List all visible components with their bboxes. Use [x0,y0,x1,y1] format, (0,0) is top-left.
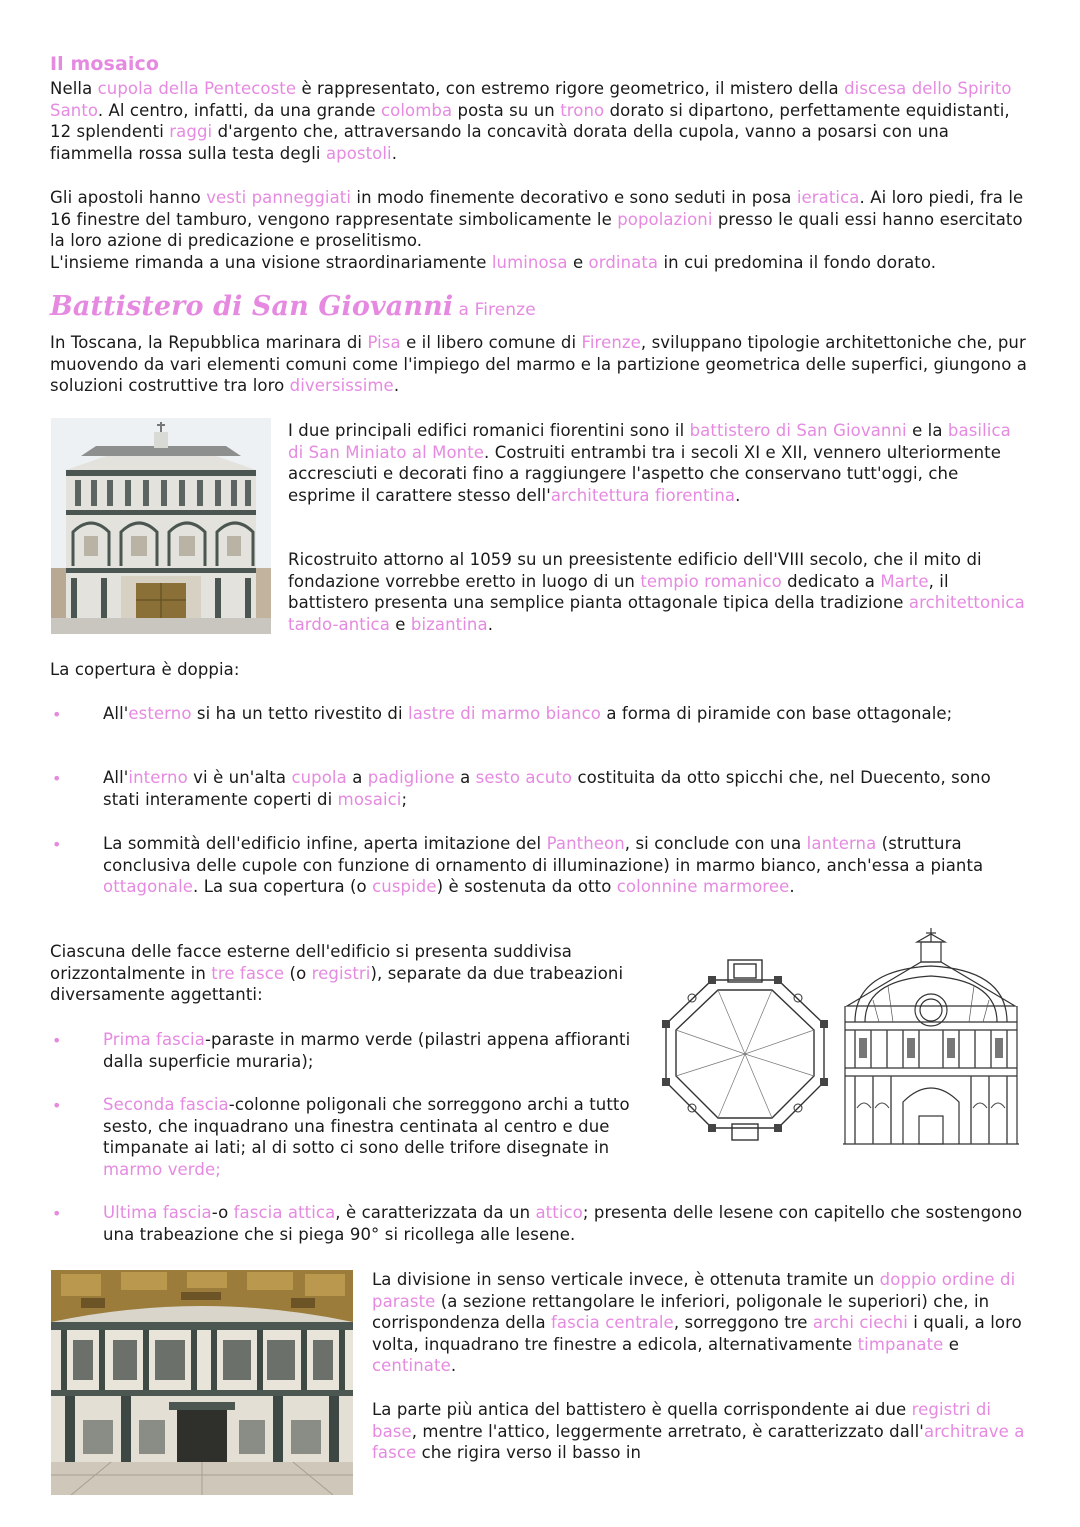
text-run: In Toscana, la Repubblica marinara di [50,333,368,352]
highlight-term: timpanate [857,1334,944,1354]
highlight-term: architettura fiorentina [550,485,736,505]
text-run: . [391,143,398,163]
facce-intro [50,941,630,1006]
text-run: d'argento che, attraversando la concavità dorata della cupola, vanno a posarsi con una fiammella rossa sulla testa degli [50,122,949,163]
copertura-item-esterno [103,703,1023,725]
bullet-marker: • [52,835,62,854]
highlight-term: architrave a fasce [372,1421,1025,1462]
highlight-term: doppio ordine di paraste [372,1270,1016,1311]
bullet-marker: • [52,769,62,788]
text-run: ; presenta delle lesene con capitello che sostengono una trabeazione che si piega 90° si ricollega alle lesene. [103,1203,1023,1244]
fascia-item-seconda [103,1094,633,1180]
highlight-term: esterno [128,704,192,723]
highlight-term: diversissime [289,376,394,395]
text-run: Nella [50,79,98,98]
text-run: , è caratterizzata da un [335,1203,536,1222]
text-run: La parte più antica del battistero è quella corrispondente ai due [372,1400,912,1419]
highlight-term: vesti panneggiati [206,188,352,207]
text-run: a [346,768,368,787]
highlight-term: colonnine marmoree [616,877,790,896]
text-run: i quali, a loro volta, inquadrano tre finestre a edicola, alternativamente [372,1313,1022,1354]
battistero-section-drawing [843,926,1019,1148]
bullet-marker: • [52,1096,62,1115]
battistero-interior-photo [51,1270,353,1495]
highlight-term: basilica di San Miniato al Monte [288,421,1011,462]
battistero-paragraph-edifici [288,420,1028,506]
highlight-term: ieratica [796,188,860,207]
highlight-term: padiglione [367,768,455,787]
highlight-term: marmo verde; [103,1159,221,1179]
text-run: . [487,614,494,634]
text-run: in cui predomina il fondo dorato. [658,253,937,272]
text-run: e la [906,421,948,440]
fascia-item-prima [103,1029,633,1072]
battistero-intro [50,332,1030,397]
highlight-term: mosaici [337,789,402,809]
highlight-term: Pantheon [546,834,625,853]
text-run: , sorreggono tre [673,1313,813,1332]
highlight-term: ottagonale [103,877,194,896]
highlight-term: trono [560,100,605,120]
highlight-term: tre fasce [211,963,285,983]
text-run: a forma di piramide con base ottagonale; [601,704,953,723]
text-run: che rigira verso il basso in [416,1443,642,1462]
text-run: L'insieme rimanda a una visione straordinariamente [50,253,492,272]
highlight-term: bizantina [410,614,488,634]
text-run: costituita da otto spicchi che, nel Duecento, sono stati interamente coperti di [103,768,991,809]
text-run: e [389,614,411,634]
highlight-term: colomba [380,100,453,120]
text-run: ; [401,789,408,809]
text-run: e [567,253,589,272]
text-run: . [450,1356,457,1375]
battistero-plan-drawing [652,958,838,1146]
text-run: -o [211,1203,234,1222]
highlight-term: fascia centrale [551,1313,674,1332]
text-run: e [943,1334,960,1354]
highlight-term: lastre di marmo bianco [408,704,601,723]
battistero-paragraph-antica [372,1399,1032,1464]
mosaico-paragraph-1 [50,78,1030,164]
highlight-term: luminosa [491,253,568,272]
highlight-term: sesto acuto [475,768,573,787]
highlight-term: popolazioni [617,209,713,229]
text-run: La divisione in senso verticale invece, è ottenuta tramite un [372,1270,880,1289]
battistero-subtitle: a Firenze [458,300,536,320]
text-run: in modo finemente decorativo e sono seduti in posa [351,188,797,207]
highlight-term: registri di base [372,1400,992,1441]
text-run: . Al centro, infatti, da una grande [97,100,381,120]
bullet-marker: • [52,1204,62,1223]
text-run: vi è un'alta [187,768,292,787]
highlight-term: cupola della Pentecoste [97,79,297,98]
text-run: ), separate da due trabeazioni diversamente aggettanti: [50,963,624,1004]
fascia-item-ultima [103,1202,1033,1245]
text-run: (a sezione rettangolare le inferiori, poligonale le superiori) che, in corrispondenza della [372,1291,990,1332]
highlight-term: architettonica tardo-antica [288,593,1025,634]
mosaico-paragraph-3 [50,252,1030,274]
text-run: I due principali edifici romanici fiorentini sono il [288,421,690,440]
text-run: Ciascuna delle facce esterne dell'edificio si presenta suddivisa orizzontalmente in [50,942,572,983]
text-run: , il battistero presenta una semplice pianta ottagonale tipica della tradizione [288,571,949,612]
text-run: . La sua copertura (o [193,877,373,896]
highlight-term: cuspide [372,877,437,896]
text-run: si ha un tetto rivestito di [191,704,409,723]
copertura-item-sommita [103,833,1023,898]
highlight-term: attico [535,1203,583,1222]
text-run: -colonne poligonali che sorreggono archi a tutto sesto, che inquadrano una finestra centinata al centro e due timpanate ai lati; al di sotto ci sono delle trifore disegnate in [103,1095,630,1157]
copertura-item-interno [103,767,1023,810]
text-run: presso le quali essi hanno esercitato la loro azione di predicazione e proselitismo. [50,209,1023,250]
highlight-term: raggi [169,122,213,141]
text-run: e il libero comune di [400,333,582,352]
highlight-term: apostoli [325,143,392,163]
text-run: Ricostruito attorno al 1059 su un preesistente edificio dell'VIII secolo, che il mito di fondazione vorrebbe eretto in luogo di un [288,550,982,591]
text-run: (o [284,963,312,983]
battistero-title: Battistero di San Giovanni [50,291,454,322]
highlight-term: battistero di San Giovanni [689,421,907,440]
text-run: -paraste in marmo verde (pilastri appena affioranti dalla superficie muraria); [103,1030,631,1071]
battistero-paragraph-ricostruito [288,549,1028,635]
text-run: . [735,485,741,505]
section-title-mosaico: Il mosaico [50,53,160,75]
battistero-interior-drawing [51,1270,353,1495]
text-run: a [454,768,476,787]
text-run: La sommità dell'edificio infine, aperta imitazione del [103,834,547,853]
text-run: All' [103,768,129,787]
highlight-term: cupola [291,768,347,787]
battistero-exterior-photo [51,418,271,634]
text-run: . [393,376,400,395]
highlight-term: ordinata [588,253,659,272]
text-run: . Ai loro piedi, fra le 16 finestre del tamburo, vengono rappresentate simbolicamente le [50,188,1024,229]
highlight-term: Marte [880,571,929,591]
text-run: ) è sostenuta da otto [436,877,617,896]
highlight-term: Prima fascia [103,1030,205,1049]
text-run: è rappresentato, con estremo rigore geometrico, il mistero della [296,79,845,98]
text-run: All' [103,704,129,723]
highlight-term: interno [128,768,188,787]
highlight-term: Pisa [367,333,401,352]
text-run: dorato si dipartono, perfettamente equidistanti, 12 splendenti [50,100,1010,141]
text-run: dedicato a [781,571,881,591]
text-run: . [789,877,795,896]
highlight-term: archi ciechi [812,1313,908,1332]
text-run: , mentre l'attico, leggermente arretrato, è caratterizzato dall' [411,1421,924,1441]
highlight-term: Seconda fascia [103,1095,229,1114]
highlight-term: registri [311,963,371,983]
highlight-term: centinate [372,1356,451,1375]
text-run: , sviluppano tipologie architettoniche che, pur muovendo da vari elementi comuni come l'impiego del marmo e la partizione geometrica delle superfici, giungono a soluzioni costruttive tra loro [50,333,1027,395]
highlight-term: lanterna [806,834,877,853]
text-run: (struttura conclusiva delle cupole con funzione di ornamento di illuminazione) in marmo bianco, anch'essa a pianta [103,834,984,875]
highlight-term: Ultima fascia [103,1203,212,1222]
bullet-marker: • [52,705,62,724]
text-run: Gli apostoli hanno [50,188,207,207]
battistero-exterior-drawing [51,418,271,634]
text-run: posta su un [452,100,561,120]
copertura-intro: La copertura è doppia: [50,660,240,679]
bullet-marker: • [52,1031,62,1050]
highlight-term: discesa dello Spirito Santo [50,79,1012,120]
highlight-term: Firenze [581,333,641,352]
battistero-paragraph-verticale [372,1269,1032,1377]
text-run: . Costruiti entrambi tra i secoli XI e XII, vennero ulteriormente accresciuti e decorati fino a raggiungere l'aspetto che conservano tutt'oggi, che esprime il carattere stesso dell' [288,442,1001,505]
mosaico-paragraph-2 [50,187,1030,252]
highlight-term: tempio romanico [640,571,782,591]
highlight-term: fascia attica [233,1203,336,1222]
section-title-battistero [50,291,536,322]
text-run: , si conclude con una [624,834,807,853]
